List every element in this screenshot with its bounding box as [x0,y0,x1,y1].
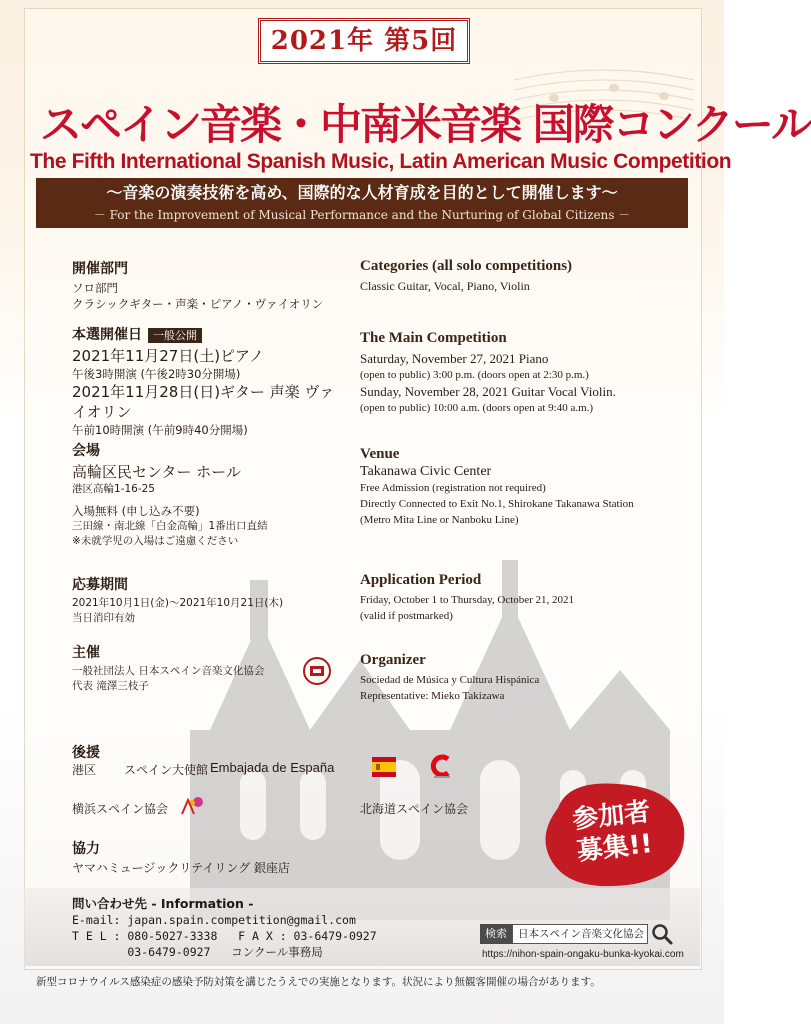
venue-admission-jp: 入場無料 (申し込み不要) [72,504,200,518]
organizer-org-jp: 一般社団法人 日本スペイン音楽文化協会 [72,665,265,677]
application-period-en: Friday, October 1 to Thursday, October 21, 2021 [360,594,575,606]
day1-time-jp: 午後3時開演 (午後2時30分開場) [72,367,241,381]
venue-name-en: Takanawa Civic Center [360,464,492,479]
recruit-line2: 募集!! [575,829,654,867]
website-url[interactable]: https://nihon-spain-ongaku-bunka-kyokai.com [482,949,684,960]
support-embassy-es: Embajada de España [210,760,335,775]
venue-admission-en: Free Admission (registration not required) [360,482,546,494]
categories-line2-jp: クラシックギター・声楽・ピアノ・ヴァイオリン [72,297,324,311]
support-hokkaido: 北海道スペイン協会 [360,802,469,816]
contact-tel-fax: T E L : 080-5027-3338 F A X : 03-6479-0927 [72,929,377,943]
contact-info [72,896,377,960]
support-embassy-jp: スペイン大使館 [124,763,209,777]
categories-heading-en: Categories (all solo competitions) [360,258,573,274]
venue-access-jp: 三田線・南北線「白金高輪」1番出口直結 [72,520,268,532]
day1-en: Saturday, November 27, 2021 Piano [360,351,549,366]
search-query[interactable]: 日本スペイン音楽文化協会 [512,924,648,944]
day1-jp: 2021年11月27日(土)ピアノ [72,347,264,365]
organizer-heading-jp: 主催 [72,645,100,661]
venue-address-jp: 港区高輪1-16-25 [72,483,155,495]
public-badge: 一般公開 [148,328,202,343]
cooperation-heading-jp: 協力 [72,841,100,857]
spain-government-logo-icon [372,757,396,777]
venue-jp [72,440,342,549]
application-note-jp: 当日消印有効 [72,612,135,624]
venue-name-jp: 高輪区民センター ホール [72,463,241,481]
application-en [360,572,700,624]
venue-en [360,446,700,528]
footer-note: 新型コロナウイルス感染症の感染予防対策を講じたうえでの実施となります。状況により無観客開催の場合があります。 [36,976,601,988]
search-label: 検索 [480,924,512,944]
categories-heading-jp: 開催部門 [72,261,128,277]
venue-heading-jp: 会場 [72,443,100,459]
contact-email[interactable]: E-mail: japan.spain.competition@gmail.com [72,913,356,927]
search-box[interactable] [480,924,673,944]
search-icon[interactable] [651,923,673,945]
contact-tel2: 03-6479-0927 コンクール事務局 [72,945,323,959]
organizer-en [360,652,700,704]
cooperation-block [72,838,342,876]
title-japanese: スペイン音楽・中南米音楽 国際コンクール [40,100,811,149]
recruit-line1: 参加者 [570,797,652,836]
organizer-heading-en: Organizer [360,652,426,668]
venue-access-en: Directly Connected to Exit No.1, Shirokane Takanawa Station [360,498,634,510]
yokohama-flower-logo-icon [178,794,208,816]
main-competition-heading-text: 本選開催日 [72,327,142,343]
categories-en [360,258,700,295]
year-edition-box: 2021年 第5回 [258,18,470,64]
main-competition-heading-jp [72,324,342,344]
organizer-rep-en: Representative: Mieko Takizawa [360,690,505,702]
categories-line-en: Classic Guitar, Vocal, Piano, Violin [360,279,530,293]
application-heading-en: Application Period [360,572,482,588]
support-ward: 港区 [72,763,97,777]
categories-jp [72,258,342,312]
subtitle-english: － For the Improvement of Musical Performance and the Nurturing of Global Citizens － [93,208,631,222]
main-competition-en [360,330,700,416]
day2-jp: 2021年11月28日(日)ギター 声楽 ヴァイオリン [72,383,335,421]
main-competition-heading-en: The Main Competition [360,330,507,346]
day1-time-en: (open to public) 3:00 p.m. (doors open at 2:30 p.m.) [360,369,589,381]
support-heading-jp: 後援 [72,745,100,761]
day2-time-jp: 午前10時開演 (午前9時40分開場) [72,423,248,437]
application-heading-jp: 応募期間 [72,577,128,593]
organizer-rep-jp: 代表 滝澤三枝子 [72,680,149,692]
venue-note-jp: ※未就学児の入場はご遠慮ください [72,535,239,547]
contact-heading: 問い合わせ先 - Information - [72,896,254,911]
day2-en: Sunday, November 28, 2021 Guitar Vocal Violin. [360,384,616,399]
main-competition-jp [72,324,342,438]
venue-lines-en: (Metro Mita Line or Nanboku Line) [360,514,519,526]
organizer-org-en: Sociedad de Música y Cultura Hispánica [360,674,540,686]
support-yokohama: 横浜スペイン協会 [72,802,169,816]
cooperation-sponsor: ヤマハミュージックリテイリング 銀座店 [72,861,290,875]
application-period-jp: 2021年10月1日(金)～2021年10月21日(木) [72,597,284,609]
application-jp [72,574,342,626]
association-seal-icon [302,656,332,686]
spanish-cooperation-logo-icon [430,754,454,780]
categories-line1-jp: ソロ部門 [72,281,118,295]
subtitle-japanese: ～音楽の演奏技術を高め、国際的な人材育成を目的として開催します～ [106,183,618,202]
application-note-en: (valid if postmarked) [360,610,453,622]
venue-heading-en: Venue [360,446,400,462]
day2-time-en: (open to public) 10:00 a.m. (doors open at 9:40 a.m.) [360,402,594,414]
title-english: The Fifth International Spanish Music, Latin American Music Competition [30,150,732,173]
